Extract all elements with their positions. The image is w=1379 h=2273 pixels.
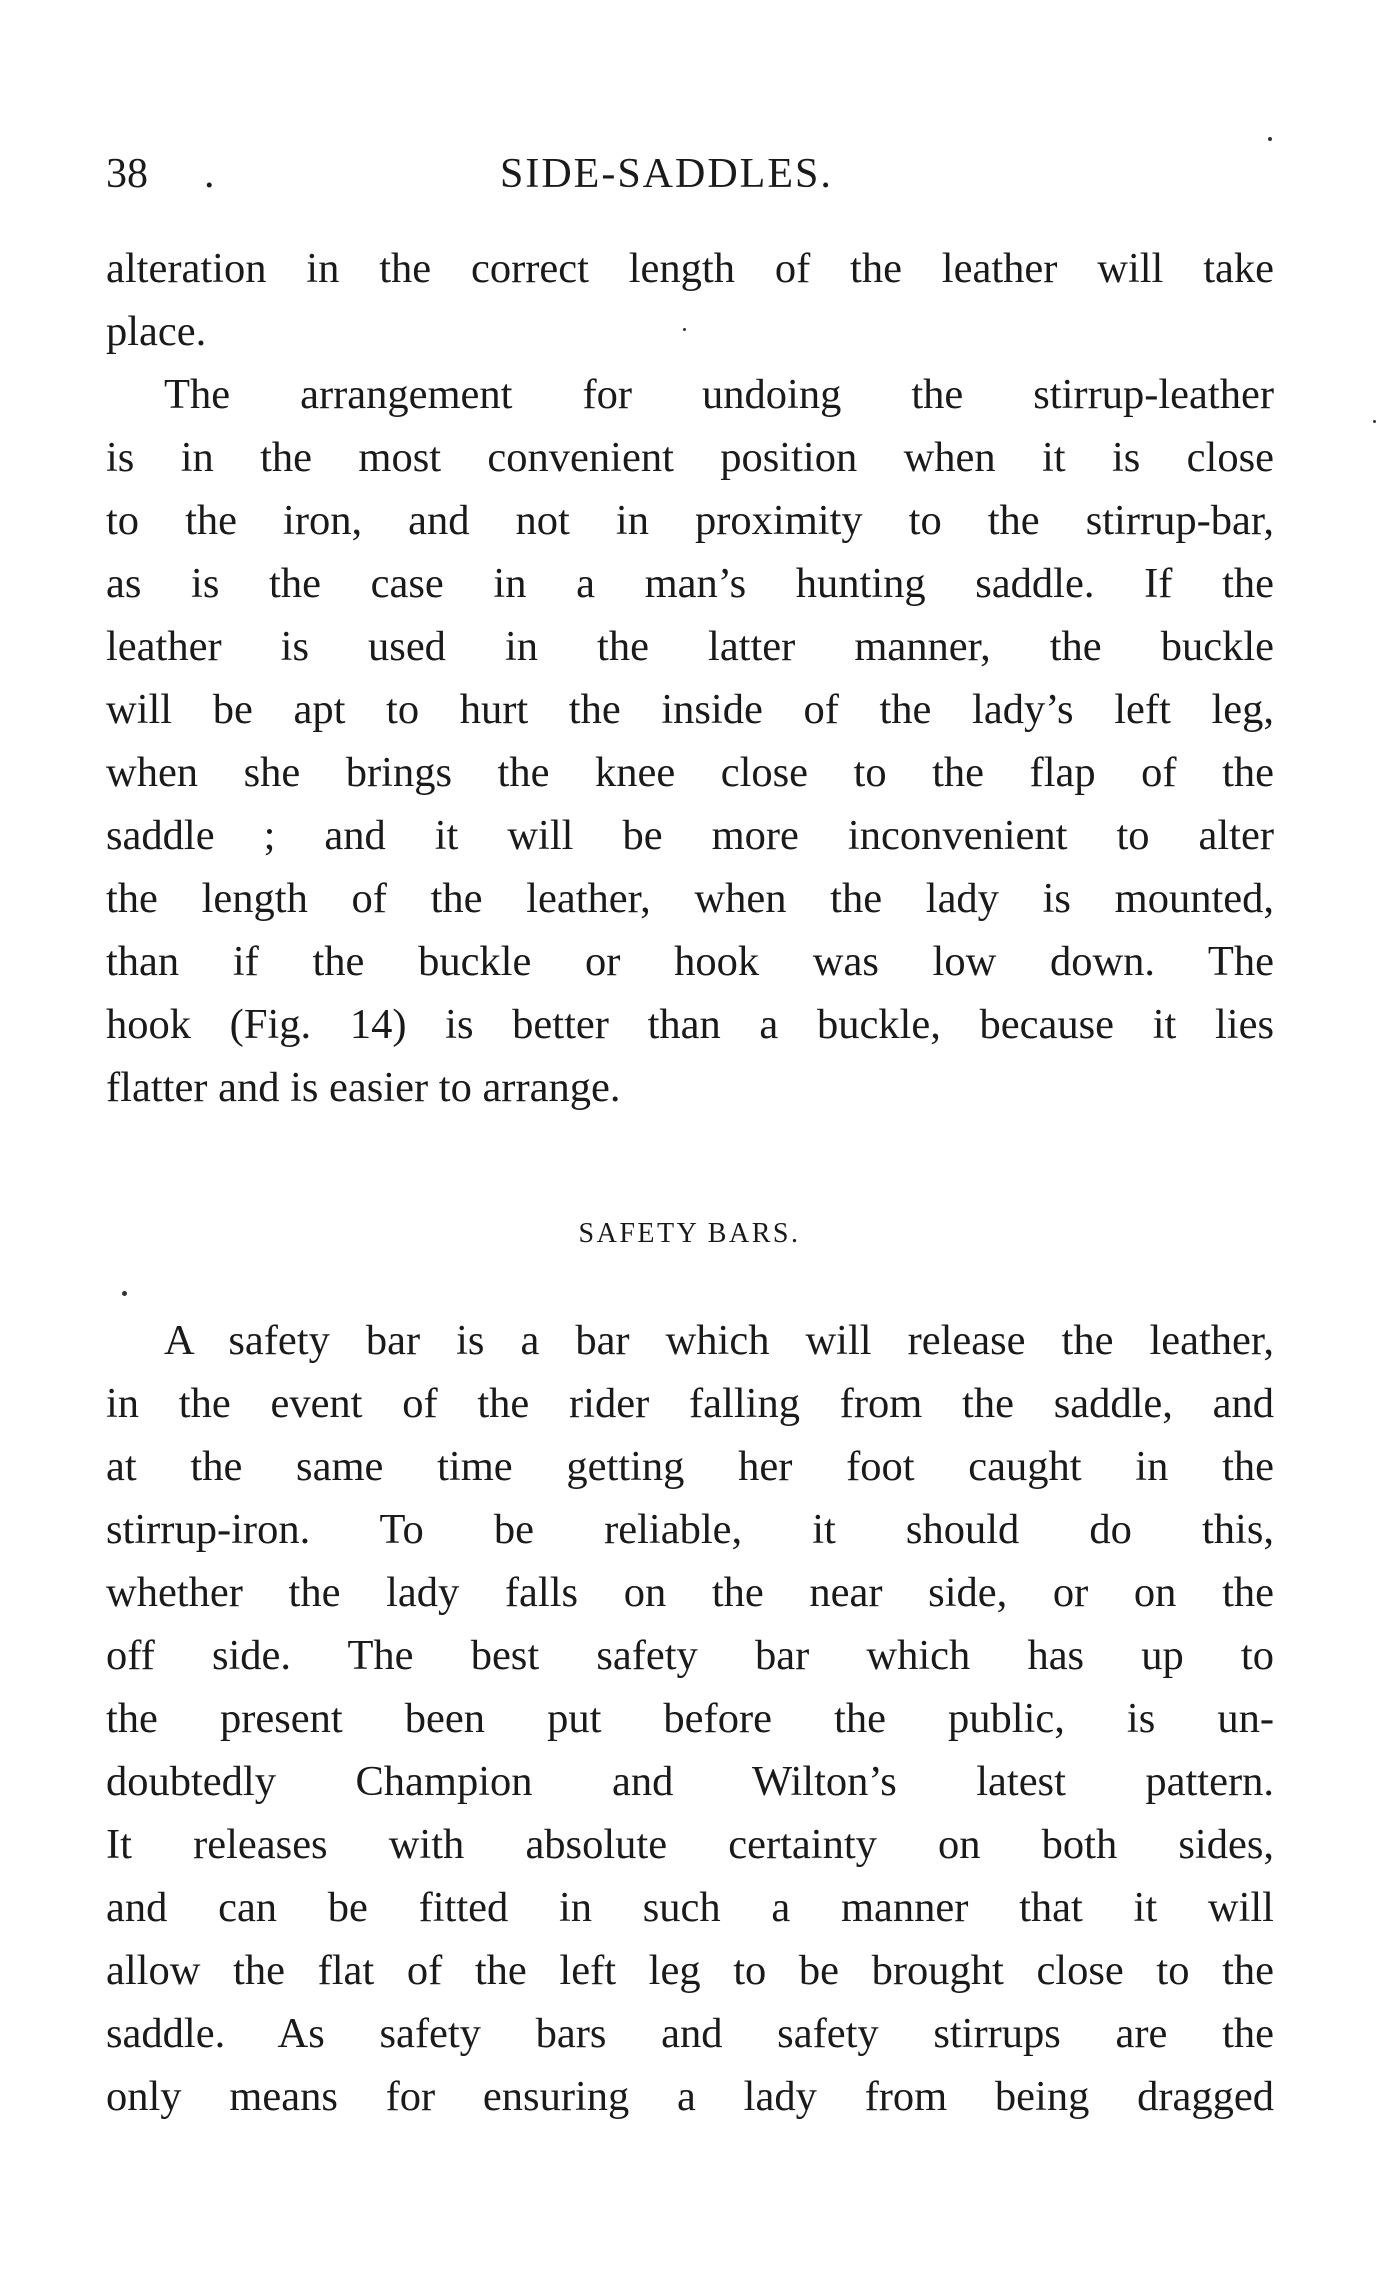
header-separator: . (204, 151, 217, 197)
body-text-lower (106, 1309, 1274, 2128)
text-line: to the iron, and not in proximity to the stirrup-bar, (106, 497, 1274, 544)
paragraph-first-line: The arrangement for undoing the stirrup-leather (164, 371, 1274, 418)
scan-speck (683, 328, 686, 331)
text-line: is in the most convenient position when it is close (106, 434, 1274, 481)
text-line: hook (Fig. 14) is better than a buckle, because it lies (106, 1001, 1274, 1048)
scan-speck (1268, 137, 1272, 141)
text-line: flatter and is easier to arrange. (106, 1064, 621, 1111)
text-line: as is the case in a man’s hunting saddle. If the (106, 560, 1274, 607)
text-line: than if the buckle or hook was low down. The (106, 938, 1274, 985)
text-line: It releases with absolute certainty on both sides, (106, 1821, 1274, 1868)
text-line: stirrup-iron. To be reliable, it should do this, (106, 1506, 1274, 1553)
text-line: will be apt to hurt the inside of the lady’s left leg, (106, 686, 1274, 733)
text-line: allow the flat of the left leg to be brought close to the (106, 1947, 1274, 1994)
text-line: doubtedly Champion and Wilton’s latest pattern. (106, 1758, 1274, 1805)
text-line: alteration in the correct length of the leather will take (106, 245, 1274, 292)
text-line: saddle. As safety bars and safety stirrups are the (106, 2010, 1274, 2057)
section-heading: SAFETY BARS. (578, 1218, 801, 1249)
text-line: the present been put before the public, is un- (106, 1695, 1274, 1742)
text-line: whether the lady falls on the near side, or on the (106, 1569, 1274, 1616)
paragraph-first-line: A safety bar is a bar which will release the leather, (164, 1317, 1274, 1364)
text-line: only means for ensuring a lady from being dragged (106, 2073, 1274, 2120)
scan-speck (1373, 420, 1376, 423)
text-line: saddle ; and it will be more inconvenient to alter (106, 812, 1274, 859)
text-line: leather is used in the latter manner, the buckle (106, 623, 1274, 670)
text-line: and can be fitted in such a manner that it will (106, 1884, 1274, 1931)
text-line: at the same time getting her foot caught in the (106, 1443, 1274, 1490)
page-header (106, 150, 1274, 210)
running-title: SIDE-SADDLES. (500, 151, 833, 197)
scan-speck (122, 1291, 127, 1296)
text-line: off side. The best safety bar which has up to (106, 1632, 1274, 1679)
body-text-upper (106, 237, 1274, 1119)
text-line: when she brings the knee close to the flap of the (106, 749, 1274, 796)
text-line: place. (106, 308, 207, 355)
text-line: the length of the leather, when the lady is mounted, (106, 875, 1274, 922)
page-number: 38 (106, 151, 148, 197)
text-line: in the event of the rider falling from the saddle, and (106, 1380, 1274, 1427)
